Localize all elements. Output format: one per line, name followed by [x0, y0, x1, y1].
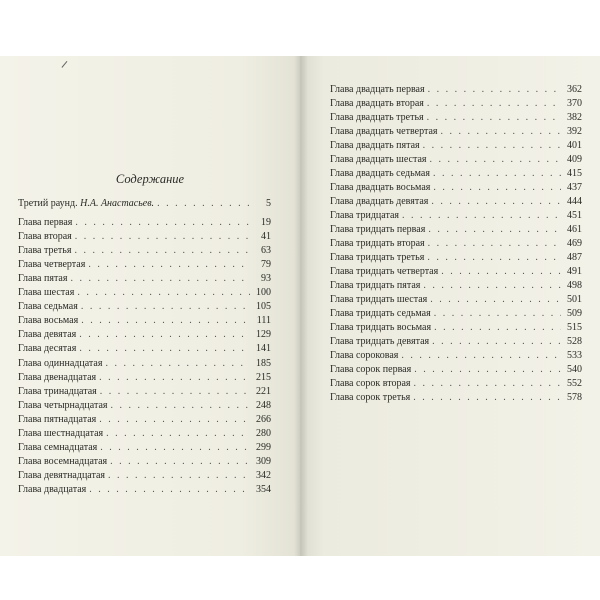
dot-leader — [74, 244, 250, 258]
dot-leader — [401, 349, 561, 363]
dot-leader — [434, 321, 561, 335]
dot-leader — [106, 427, 250, 441]
dot-leader — [157, 197, 250, 211]
toc-entry-title: Глава двадцать вторая — [330, 98, 424, 109]
toc-entry-title: Глава тридцатая — [330, 210, 399, 221]
toc-entry-page: 105 — [256, 301, 271, 313]
toc-entry-title: Глава сороковая — [330, 350, 399, 361]
toc-entry-title: Глава тридцать вторая — [330, 238, 425, 249]
dot-leader — [414, 377, 561, 391]
dot-leader — [75, 230, 250, 244]
toc-entry-title: Глава четвертая — [18, 259, 86, 271]
toc-entry — [330, 195, 582, 209]
toc-entry-title: Глава одиннадцатая — [18, 357, 103, 369]
toc-entry-title: Глава сорок третья — [330, 392, 411, 403]
toc-entry-page: 578 — [567, 392, 582, 403]
toc-entry — [330, 335, 582, 349]
toc-entry — [18, 455, 271, 469]
toc-entry-page: 509 — [567, 308, 582, 319]
toc-entry-page: 491 — [567, 266, 582, 277]
toc-entry — [330, 125, 582, 139]
dot-leader — [110, 455, 250, 469]
dot-leader — [428, 237, 561, 251]
toc-entry-title: Глава тринадцатая — [18, 385, 97, 397]
toc-entry — [330, 139, 582, 153]
toc-entry-title: Глава сорок первая — [330, 364, 412, 375]
toc-entry-page: 185 — [256, 357, 271, 369]
toc-entry-title: Глава шестнадцатая — [18, 427, 104, 439]
toc-entry — [330, 181, 582, 195]
toc-entry — [330, 391, 582, 405]
toc-entry-title: Глава восемнадцатая — [18, 455, 108, 467]
dot-leader — [430, 293, 561, 307]
toc-entry-page: 248 — [256, 399, 271, 411]
toc-entry-page: 309 — [256, 455, 271, 467]
toc-entry-title: Глава семнадцатая — [18, 441, 98, 453]
toc-entry — [18, 300, 271, 314]
toc-entry-title: Глава первая — [18, 217, 73, 228]
book-gutter — [294, 56, 308, 556]
toc-entry — [18, 413, 271, 427]
toc-entry — [18, 314, 271, 328]
toc-entry-title: Глава тридцать девятая — [330, 336, 430, 347]
toc-entry-page: 362 — [567, 84, 582, 95]
dot-leader — [413, 391, 561, 405]
dot-leader — [89, 483, 250, 497]
toc-entry — [18, 258, 271, 272]
dot-leader — [433, 167, 561, 181]
toc-entry-title: Глава двенадцатая — [18, 371, 97, 383]
toc-entry — [18, 230, 271, 244]
dot-leader — [77, 286, 250, 300]
toc-entry — [18, 216, 271, 230]
toc-entry — [330, 209, 582, 223]
dot-leader — [423, 139, 561, 153]
toc-entry-page: 487 — [567, 252, 582, 263]
toc-entry-page: 41 — [261, 231, 271, 243]
dot-leader — [88, 258, 250, 272]
dot-leader — [99, 413, 250, 427]
toc-entry — [18, 357, 271, 371]
toc-entry-title: Глава пятнадцатая — [18, 413, 97, 425]
toc-entry — [18, 483, 271, 497]
toc-intro-entry — [18, 197, 271, 211]
toc-entry-title: Глава пятая — [18, 273, 68, 285]
toc-entry-title: Глава сорок вторая — [330, 378, 411, 389]
toc-entry-page: 354 — [256, 483, 271, 495]
toc-entry-title: Глава третья — [18, 245, 72, 257]
toc-entry-page: 19 — [261, 217, 271, 228]
toc-entry — [330, 363, 582, 377]
toc-entry-title: Глава двадцать седьмая — [330, 168, 430, 179]
toc-entry — [330, 251, 582, 265]
toc-entry-page: 5 — [266, 198, 271, 209]
toc-entry-page: 409 — [567, 154, 582, 165]
toc-entry — [18, 399, 271, 413]
toc-entry-page: 528 — [567, 336, 582, 347]
toc-heading: Содержание — [115, 172, 185, 186]
toc-entry-page: 342 — [256, 469, 271, 481]
toc-entry-page: 129 — [256, 329, 271, 341]
toc-entry — [18, 244, 271, 258]
dot-leader — [75, 216, 250, 230]
dot-leader — [100, 441, 250, 455]
toc-entry-page: 401 — [567, 140, 582, 151]
toc-entry-title: Глава двадцатая — [18, 483, 87, 495]
toc-entry-page: 469 — [567, 238, 582, 249]
toc-entry — [330, 97, 582, 111]
toc-entry — [330, 223, 582, 237]
toc-entry-page: 392 — [567, 126, 582, 137]
toc-entry — [18, 371, 271, 385]
toc-entry-page: 461 — [567, 224, 582, 235]
dot-leader — [414, 363, 561, 377]
toc-entry-page: 437 — [567, 182, 582, 193]
toc-entry-page: 221 — [256, 385, 271, 397]
dot-leader — [81, 300, 250, 314]
toc-entry-page: 266 — [256, 413, 271, 425]
toc-entry — [330, 167, 582, 181]
toc-entry — [18, 286, 271, 300]
toc-entry-page: 63 — [261, 245, 271, 257]
toc-entry-title: Глава вторая — [18, 231, 72, 243]
dot-leader — [105, 357, 250, 371]
dot-leader — [427, 97, 561, 111]
toc-entry — [330, 237, 582, 251]
dot-leader — [427, 111, 561, 125]
toc-entry-page: 280 — [256, 427, 271, 439]
toc-entry-title: Глава девятнадцатая — [18, 469, 106, 481]
toc-entry — [330, 265, 582, 279]
toc-entry — [18, 272, 271, 286]
dot-leader — [441, 265, 561, 279]
toc-entry — [18, 328, 271, 342]
toc-entry-page: 498 — [567, 280, 582, 291]
toc-entry — [330, 349, 582, 363]
toc-entry-page: 215 — [256, 371, 271, 383]
toc-entry — [330, 293, 582, 307]
toc-entry — [330, 377, 582, 391]
toc-entry-page: 141 — [256, 343, 271, 355]
dot-leader — [100, 385, 250, 399]
toc-entry — [18, 427, 271, 441]
toc-entry-title: Глава тридцать пятая — [330, 280, 421, 291]
toc-entry-title: Глава тридцать седьмая — [330, 308, 431, 319]
toc-entry — [18, 469, 271, 483]
toc-entry — [330, 153, 582, 167]
toc-entry-page: 111 — [256, 315, 271, 327]
dot-leader — [431, 195, 561, 209]
dot-leader — [70, 272, 250, 286]
toc-entry-page: 451 — [567, 210, 582, 221]
toc-entry-page: 501 — [567, 294, 582, 305]
toc-entry-title: Глава тридцать восьмая — [330, 322, 432, 333]
toc-entry-title: Глава девятая — [18, 329, 77, 341]
toc-entry-page: 79 — [261, 259, 271, 271]
dot-leader — [432, 335, 561, 349]
toc-entry-title: Глава тридцать третья — [330, 252, 425, 263]
toc-entry-title: Глава шестая — [18, 287, 75, 299]
toc-entry-title: Глава двадцать девятая — [330, 196, 429, 207]
toc-entry-page: 93 — [261, 273, 271, 285]
toc-entry-title: Глава тридцать шестая — [330, 294, 428, 305]
dot-leader — [430, 153, 561, 167]
dot-leader — [99, 371, 250, 385]
toc-entry-page: 382 — [567, 112, 582, 123]
toc-entry-title: Глава седьмая — [18, 301, 78, 313]
toc-entry-page: 540 — [567, 364, 582, 375]
toc-entry-page: 370 — [567, 98, 582, 109]
toc-entry-title: Глава двадцать восьмая — [330, 182, 431, 193]
dot-leader — [402, 209, 561, 223]
toc-entry-page: 444 — [567, 196, 582, 207]
toc-entry — [330, 321, 582, 335]
toc-entry — [18, 342, 271, 356]
toc-entry-page: 552 — [567, 378, 582, 389]
toc-entry — [330, 279, 582, 293]
toc-entry-title: Глава двадцать первая — [330, 84, 425, 95]
toc-entry — [18, 441, 271, 455]
toc-entry-page: 415 — [567, 168, 582, 179]
toc-entry-page: 299 — [256, 441, 271, 453]
dot-leader — [81, 314, 250, 328]
dot-leader — [427, 251, 561, 265]
toc-entry-title: Глава восьмая — [18, 315, 79, 327]
toc-entry — [330, 307, 582, 321]
toc-entry — [18, 385, 271, 399]
dot-leader — [79, 328, 250, 342]
toc-entry-title: Глава двадцать пятая — [330, 140, 420, 151]
toc-entry-title: Глава тридцать четвертая — [330, 266, 439, 277]
dot-leader — [428, 223, 561, 237]
toc-entry-title: Глава двадцать четвертая — [330, 126, 438, 137]
dot-leader — [423, 279, 561, 293]
dot-leader — [79, 342, 250, 356]
dot-leader — [434, 307, 561, 321]
toc-entry-page: 533 — [567, 350, 582, 361]
toc-entry-page: 515 — [567, 322, 582, 333]
toc-entry — [330, 83, 582, 97]
dot-leader — [428, 83, 561, 97]
dot-leader — [108, 469, 250, 483]
toc-entry-title: Глава двадцать шестая — [330, 154, 427, 165]
toc-entry — [330, 111, 582, 125]
dot-leader — [110, 399, 250, 413]
toc-entry-title: Глава десятая — [18, 343, 77, 355]
toc-entry-page: 100 — [256, 287, 271, 299]
toc-entry-title: Глава двадцать третья — [330, 112, 424, 123]
toc-entry-title: Глава тридцать первая — [330, 224, 426, 235]
dot-leader — [441, 125, 562, 139]
toc-entry-title: Глава четырнадцатая — [18, 399, 108, 411]
dot-leader — [433, 181, 561, 195]
toc-entry-title: Третий раунд. Н.А. Анастасьев. — [18, 198, 155, 209]
